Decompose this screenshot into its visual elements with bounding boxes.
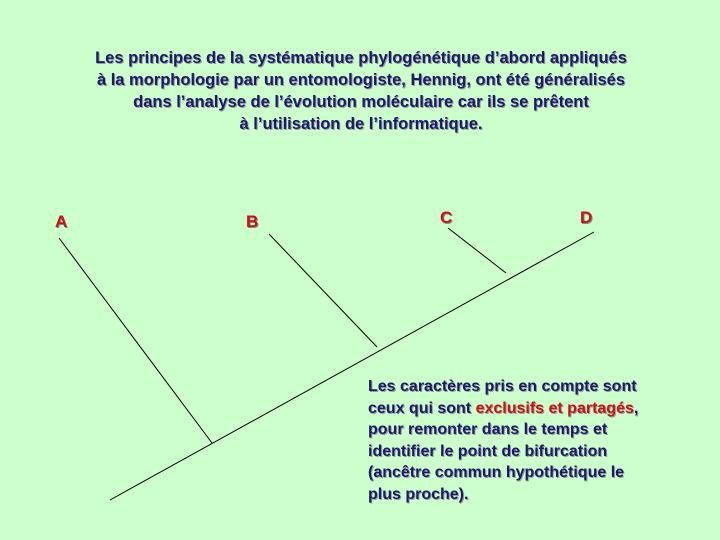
note-line-2-end: , [633,399,639,417]
heading-line-1: Les principes de la systématique phylogénétique d’abord appliqués [95,49,627,67]
note-line-1: Les caractères pris en compte sont [368,378,637,395]
explanation-text [368,376,688,505]
note-line-4: identifier le point de bifurcation [368,442,608,460]
heading-line-2: à la morphologie par un entomologiste, Hennig, ont été généralisés [96,71,626,89]
branch-a [59,238,212,443]
note-line-2 [368,398,688,420]
heading-line-4: à l’utilisation de l’informatique. [239,115,483,133]
note-line-5: (ancêtre commun hypothétique le [368,464,625,481]
note-line-2-start: ceux qui sont [368,399,476,417]
leaf-label-c: C [440,208,453,227]
leaf-label-d: D [580,208,593,227]
note-line-6: plus proche). [368,485,469,503]
note-line-3: pour remonter dans le temps et [368,421,608,438]
heading-line-3: dans l’analyse de l’évolution moléculaire car ils se prêtent [133,93,589,111]
branch-b [269,234,377,347]
branch-c [448,228,506,273]
leaf-label-b: B [246,212,259,231]
leaf-label-a: A [55,212,68,231]
highlight-exclusive-shared: exclusifs et partagés [475,399,634,417]
